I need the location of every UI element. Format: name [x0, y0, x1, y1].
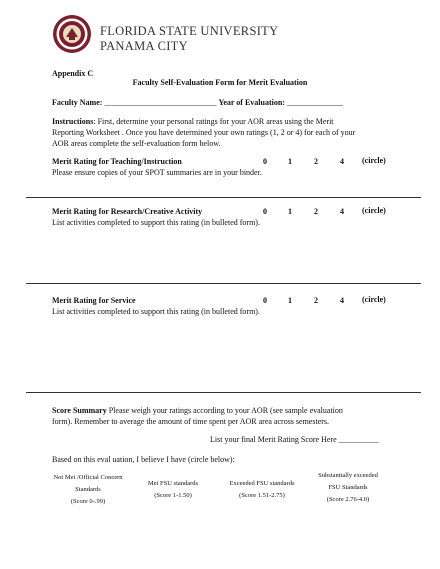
research-hint: List activities completed to support this rating (in bulleted form). — [52, 218, 260, 227]
final-score-line[interactable]: List your final Merit Rating Score Here __________ — [210, 435, 379, 444]
year-label: Year of Evaluation: — [218, 98, 285, 107]
option-line: (Score 2.76-4.0) — [326, 496, 370, 503]
appendix-label: Appendix C — [52, 69, 94, 78]
form-title: Faculty Self-Evaluation Form for Merit Evaluation — [132, 78, 308, 87]
divider — [26, 197, 421, 198]
year-field[interactable]: ______________ — [286, 98, 343, 107]
instructions-line3: AOR areas complete the self-evaluation form below. — [52, 139, 221, 148]
service-rating-2[interactable]: 2 — [314, 296, 318, 305]
instructions-label: Instructions — [52, 117, 94, 126]
service-rating-title: Merit Rating for Service — [52, 296, 136, 305]
option-line: Met FSU standards — [147, 480, 199, 487]
divider — [26, 392, 421, 393]
research-rating-2[interactable]: 2 — [314, 207, 318, 216]
teaching-rating-4[interactable]: 4 — [340, 157, 344, 166]
faculty-name-field[interactable]: ____________________________ — [104, 98, 217, 107]
score-summary-line1: Please weigh your ratings according to your AOR (see sample evaluation — [106, 406, 343, 415]
instructions-line2: Reporting Worksheet . Once you have determined your own ratings (1, 2 or 4) for each of your — [52, 128, 356, 137]
teaching-rating-title: Merit Rating for Teaching/Instruction — [52, 157, 182, 166]
service-rating-0[interactable]: 0 — [263, 296, 267, 305]
service-hint: List activities completed to support this rating (in bulleted form). — [52, 307, 260, 316]
research-circle-label: (circle) — [362, 206, 386, 215]
option-line: Standards — [75, 486, 101, 493]
teaching-rating-2[interactable]: 2 — [314, 157, 318, 166]
score-summary — [52, 405, 412, 427]
option-met[interactable] — [128, 478, 218, 502]
service-rating-1[interactable]: 1 — [288, 296, 292, 305]
research-rating-0[interactable]: 0 — [263, 207, 267, 216]
score-summary-line2: form). Remember to average the amount of time spent per AOR area across semesters. — [52, 417, 330, 426]
service-circle-label: (circle) — [362, 295, 386, 304]
option-line: (Score 1-1.50) — [154, 492, 192, 499]
service-rating-4[interactable]: 4 — [340, 296, 344, 305]
research-rating-1[interactable]: 1 — [288, 207, 292, 216]
based-on-line: Based on this eval uation, I believe I have (circle below): — [52, 455, 235, 464]
university-seal-icon — [52, 14, 92, 54]
instructions-line1: : First, determine your personal ratings for your AOR areas using the Merit — [93, 117, 334, 126]
option-line: Not Met /Official Concern — [53, 474, 123, 481]
university-line1: FLORIDA STATE UNIVERSITY — [100, 24, 279, 38]
instructions — [52, 116, 412, 149]
faculty-name-label: Faculty Name: — [52, 98, 103, 107]
option-line: Substantially exceeded — [318, 472, 378, 479]
option-exceeded[interactable] — [212, 478, 312, 502]
research-rating-4[interactable]: 4 — [340, 207, 344, 216]
teaching-circle-label: (circle) — [362, 156, 386, 165]
research-rating-title: Merit Rating for Research/Creative Activity — [52, 207, 203, 216]
option-line: (Score 0-.99) — [70, 498, 106, 505]
university-name — [100, 24, 278, 54]
teaching-rating-1[interactable]: 1 — [288, 157, 292, 166]
teaching-rating-0[interactable]: 0 — [263, 157, 267, 166]
teaching-hint: Please ensure copies of your SPOT summaries are in your binder. — [52, 168, 262, 177]
score-summary-label: Score Summary — [52, 406, 107, 415]
faculty-name-row — [52, 97, 343, 108]
university-line2: PANAMA CITY — [100, 39, 188, 53]
option-not-met[interactable] — [38, 472, 138, 508]
option-substantially-exceeded[interactable] — [298, 470, 398, 506]
option-line: (Score 1.51-2.75) — [239, 492, 285, 499]
divider — [26, 283, 421, 284]
option-line: FSU Standards — [328, 484, 368, 491]
option-line: Exceeded FSU standards — [229, 480, 295, 487]
